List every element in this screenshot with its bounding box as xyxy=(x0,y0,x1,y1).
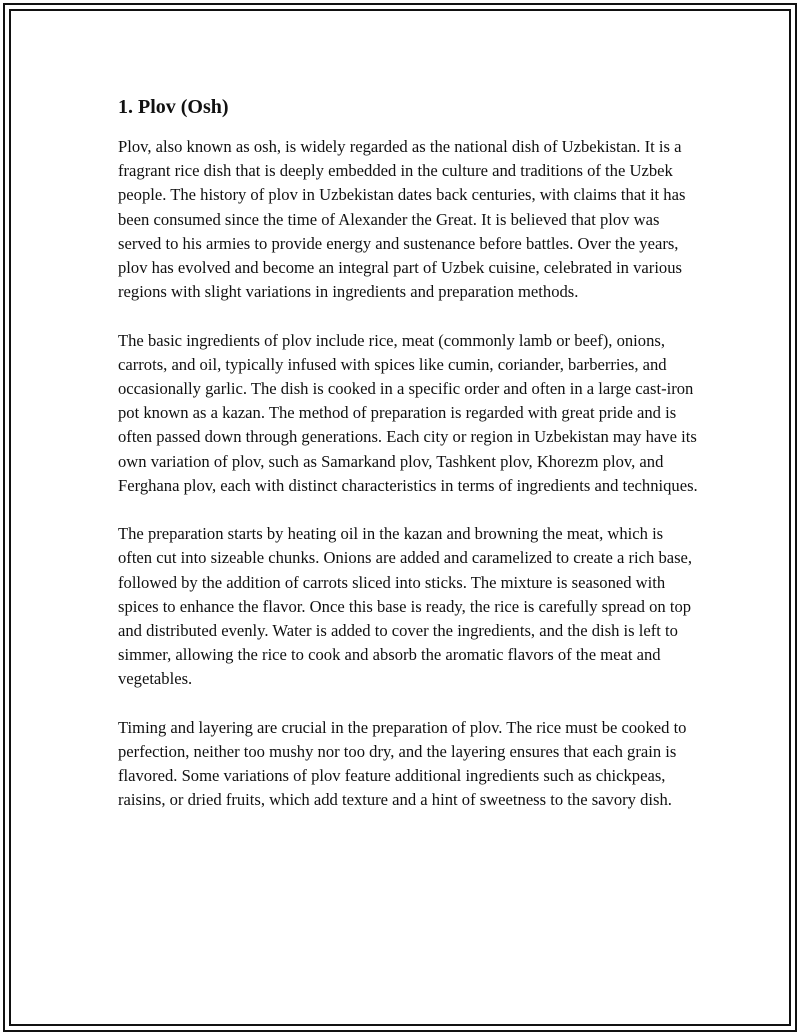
paragraph-history: Plov, also known as osh, is widely regarded as the national dish of Uzbekistan. It is a fragrant rice dish that is deeply embedded in the culture and traditions of the Uzbek people. The history of plov in Uzbekistan dates back centuries, with claims that it has been consumed since the time of Alexander the Great. It is believed that plov was served to his armies to provide energy and sustenance before battles. Over the years, plov has evolved and become an integral part of Uzbek cuisine, celebrated in various regions with slight variations in ingredients and preparation methods. xyxy=(118,137,686,302)
section-title: 1. Plov (Osh) xyxy=(118,96,229,118)
paragraph-timing: Timing and layering are crucial in the preparation of plov. The rice must be cooked to perfection, neither too mushy nor too dry, and the layering ensures that each grain is flavored. Some variations of plov feature additional ingredients such as chickpeas, raisins, or dried fruits, which add texture and a hint of sweetness to the savory dish. xyxy=(118,717,687,810)
document-body xyxy=(118,93,698,837)
paragraph-ingredients: The basic ingredients of plov include rice, meat (commonly lamb or beef), onions, carrots, and oil, typically infused with spices like cumin, coriander, barberries, and occasionally garlic. The dish is cooked in a specific order and often in a large cast-iron pot known as a kazan. The method of preparation is regarded with great pride and is often passed down through generations. Each city or region in Uzbekistan may have its own variation of plov, such as Samarkand plov, Tashkent plov, Khorezm plov, and Ferghana plov, each with distinct characteristics in terms of ingredients and techniques. xyxy=(118,330,698,495)
paragraph-preparation: The preparation starts by heating oil in the kazan and browning the meat, which is often cut into sizeable chunks. Onions are added and caramelized to create a rich base, followed by the addition of carrots sliced into sticks. The mixture is seasoned with spices to enhance the flavor. Once this base is ready, the rice is carefully spread on top and distributed evenly. Water is added to cover the ingredients, and the dish is left to simmer, allowing the rice to cook and absorb the aromatic flavors of the meat and vegetables. xyxy=(118,524,693,689)
